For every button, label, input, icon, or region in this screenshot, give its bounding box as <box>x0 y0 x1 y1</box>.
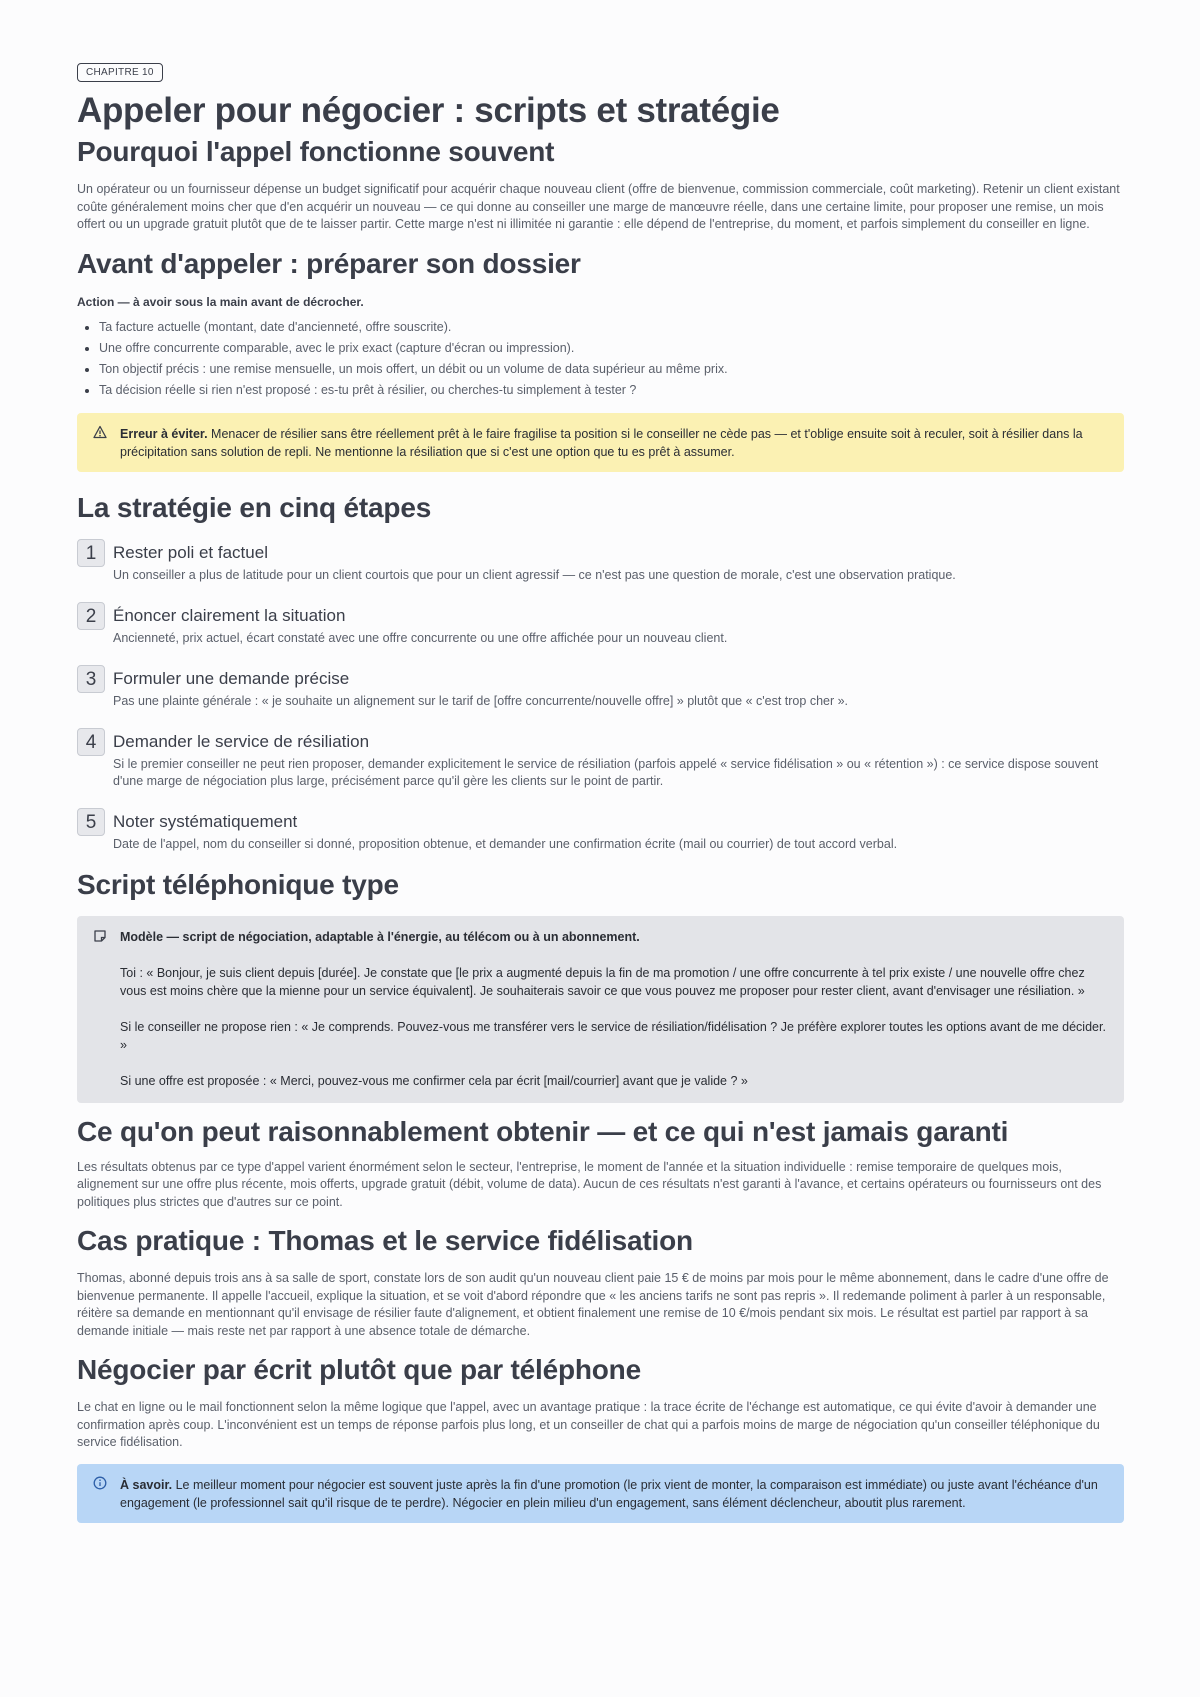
section-body: Un opérateur ou un fournisseur dépense un budget significatif pour acquérir chaque nouveau client (offre de bienvenue, commission commerciale, coût marketing). Retenir un client existant coûte généralement moins cher que d'en acquérir un nouveau — ce qui donne au conseiller une marge de manœuvre réelle, dans une certaine limite, pour proposer une remise, un mois offert ou un upgrade gratuit plutôt que de te laisser partir. Cette marge n'est ni illimitée ni garantie : elle dépend de l'entreprise, du moment, et parfois simplement du conseiller en ligne. <box>77 182 1120 231</box>
step-title: Formuler une demande précise <box>113 668 350 688</box>
section-heading: Pourquoi l'appel fonctionne souvent <box>77 136 555 167</box>
section-heading: Avant d'appeler : préparer son dossier <box>77 247 581 279</box>
checklist <box>77 317 1124 401</box>
section-case-study <box>77 1223 1124 1340</box>
step-title: Rester poli et factuel <box>113 542 268 562</box>
warning-text: Menacer de résilier sans être réellement prêt à le faire fragilise ta position si le conseiller ne cède pas — et t'oblige ensuite soit à reculer, soit à résilier dans la précipitation sans solution de repli. Ne mentionne la résiliation que si c'est une option que tu es prêt à assumer. <box>120 426 1083 459</box>
step-number: 4 <box>77 728 105 756</box>
script-line: Toi : « Bonjour, je suis client depuis [durée]. Je constate que [le prix a augmenté depuis la fin de ma promotion / une offre concurrente à tel prix existe / une nouvelle offre chez vous est moins chère que la mienne pour un service équivalent]. Je souhaiterais savoir ce que vous pouvez me proposer pour rester client, avant d'envisager une résiliation. » <box>120 965 1085 998</box>
step-item <box>77 539 1124 584</box>
section-heading: Script téléphonique type <box>77 868 399 900</box>
list-item: • Ton objectif précis : une remise mensuelle, un mois offert, un débit ou un volume de data supérieur au même prix. <box>99 359 1124 380</box>
section-heading: Négocier par écrit plutôt que par téléphone <box>77 1354 641 1385</box>
section-heading: Cas pratique : Thomas et le service fidélisation <box>77 1225 693 1256</box>
info-text: Le meilleur moment pour négocier est souvent juste après la fin d'une promotion (le prix vient de monter, la comparaison est immédiate) ou juste avant l'échéance d'un engagement (le professionnel sait qu'il risque de te perdre). Négocier en plein milieu d'un engagement, sans élément déclencheur, aboutit plus rarement. <box>120 1477 1098 1510</box>
step-number: 2 <box>77 602 105 630</box>
step-number: 5 <box>77 808 105 836</box>
script-line: Si une offre est proposée : « Merci, pouvez-vous me confirmer cela par écrit [mail/courrier] avant que je valide ? » <box>120 1073 748 1088</box>
info-callout <box>77 1464 1124 1523</box>
section-heading: Ce qu'on peut raisonnablement obtenir — et ce qui n'est jamais garanti <box>77 1115 1009 1147</box>
model-title: Modèle — script de négociation, adaptable à l'énergie, au télécom ou à un abonnement. <box>120 929 640 944</box>
list-item: • Une offre concurrente comparable, avec le prix exact (capture d'écran ou impression). <box>99 338 1124 359</box>
section-body: Thomas, abonné depuis trois ans à sa salle de sport, constate lors de son audit qu'un nouveau client paie 15 € de moins par mois pour le même abonnement, dans le cadre d'une offre de bienvenue permanente. Il appelle l'accueil, explique la situation, et se voit d'abord répondre que « les anciens tarifs ne sont pas repris ». Il redemande poliment à parler à un responsable, réitère sa demande en mentionnant qu'il envisage de résilier faute d'alignement, et obtient finalement une remise de 10 €/mois pendant six mois. Le résultat est partiel par rapport à sa demande initiale — mais reste net par rapport à une absence totale de démarche. <box>77 1271 1109 1338</box>
step-desc: Si le premier conseiller ne peut rien proposer, demander explicitement le service de résiliation (parfois appelé « service fidélisation » ou « rétention ») : ce service dispose souvent d'une marge de négociation plus large, précisément parce qu'il gère les clients sur le point de partir. <box>113 756 1099 788</box>
section-writing <box>77 1352 1124 1523</box>
step-number: 3 <box>77 665 105 693</box>
step-desc: Date de l'appel, nom du conseiller si donné, proposition obtenue, et demander une confirmation écrite (mail ou courrier) de tout accord verbal. <box>113 836 898 851</box>
step-item <box>77 728 1124 790</box>
action-label: Action — à avoir sous la main avant de décrocher. <box>77 294 364 309</box>
section-strategy <box>77 490 1124 853</box>
script-model-box <box>77 916 1124 1103</box>
step-item <box>77 808 1124 853</box>
list-item: • Ta décision réelle si rien n'est proposé : es-tu prêt à résilier, ou cherches-tu simplement à tester ? <box>99 380 1124 401</box>
step-number: 1 <box>77 539 105 567</box>
section-body: Le chat en ligne ou le mail fonctionnent selon la même logique que l'appel, avec un avantage pratique : la trace écrite de l'échange est automatique, ce qui évite d'avoir à demander une confirmation après coup. L'inconvénient est un temps de réponse parfois plus long, et un conseiller de chat qui a parfois moins de marge de négociation qu'un conseiller téléphonique du service fidélisation. <box>77 1400 1100 1449</box>
section-script <box>77 867 1124 1103</box>
script-line: Si le conseiller ne propose rien : « Je comprends. Pouvez-vous me transférer vers le service de résiliation/fidélisation ? Je préfère explorer toutes les options avant de me décider. » <box>120 1019 1106 1052</box>
step-title: Demander le service de résiliation <box>113 731 370 751</box>
step-desc: Ancienneté, prix actuel, écart constaté avec une offre concurrente ou une offre affichée pour un nouveau client. <box>113 630 728 645</box>
info-label: À savoir. <box>120 1477 173 1492</box>
note-icon <box>93 929 107 1090</box>
info-circle-icon <box>93 1476 107 1512</box>
section-heading: La stratégie en cinq étapes <box>77 491 432 523</box>
step-item <box>77 665 1124 710</box>
steps-list <box>77 539 1124 853</box>
page-title: Appeler pour négocier : scripts et stratégie <box>77 91 780 130</box>
list-item: • Ta facture actuelle (montant, date d'ancienneté, offre souscrite). <box>99 317 1124 338</box>
section-prep <box>77 246 1124 472</box>
step-item <box>77 602 1124 647</box>
warning-label: Erreur à éviter. <box>120 426 208 441</box>
warning-callout <box>77 413 1124 472</box>
chapter-tag: CHAPITRE 10 <box>77 63 163 82</box>
step-title: Noter systématiquement <box>113 811 298 831</box>
section-body: Les résultats obtenus par ce type d'appel varient énormément selon le secteur, l'entreprise, le moment de l'année et la situation individuelle : remise temporaire de quelques mois, alignement sur une offre plus récente, mois offerts, upgrade gratuit (débit, volume de data). Aucun de ces résultats n'est garanti à l'avance, et certains opérateurs ou fournisseurs ont des politiques plus strictes que d'autres sur ce point. <box>77 1159 1102 1209</box>
section-why <box>77 134 1124 234</box>
step-desc: Pas une plainte générale : « je souhaite un alignement sur le tarif de [offre concurrente/nouvelle offre] » plutôt que « c'est trop cher ». <box>113 693 849 708</box>
warning-triangle-icon <box>93 425 107 461</box>
step-desc: Un conseiller a plus de latitude pour un client courtois que pour un client agressif — ce n'est pas une question de morale, c'est une observation pratique. <box>113 567 956 582</box>
section-results <box>77 1114 1124 1212</box>
step-title: Énoncer clairement la situation <box>113 605 346 625</box>
